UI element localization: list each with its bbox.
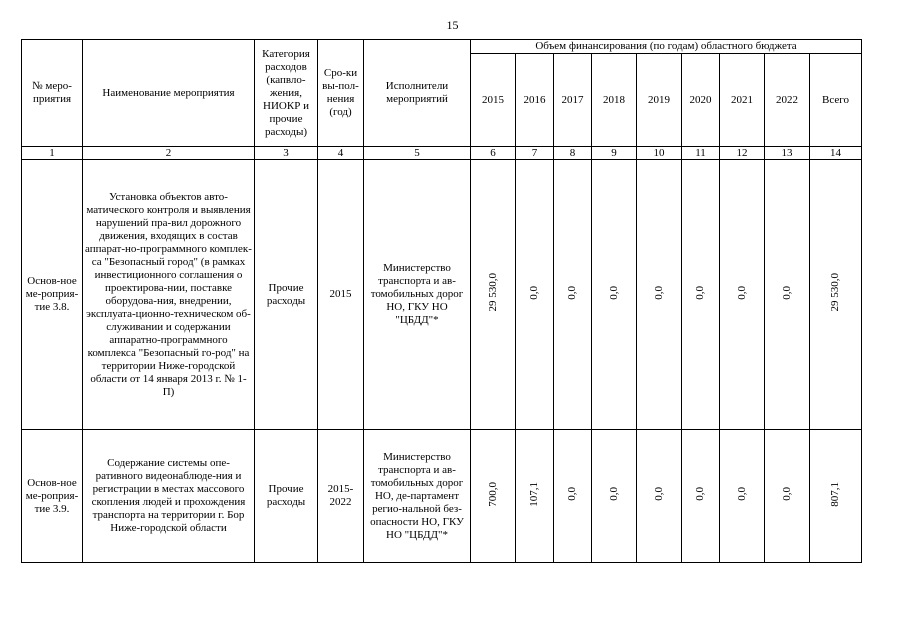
value-cell	[516, 430, 554, 563]
row-number: Основ-ное ме-роприя-тие 3.9.	[22, 430, 83, 563]
header-name: Наименование мероприятия	[83, 40, 255, 147]
value-cell	[810, 430, 862, 563]
column-number: 10	[637, 147, 682, 160]
column-number: 3	[255, 147, 318, 160]
value-2020: 0,0	[694, 487, 706, 501]
column-number: 14	[810, 147, 862, 160]
header-total: Всего	[810, 54, 862, 147]
header-year-2018: 2018	[592, 54, 637, 147]
row-category: Прочие расходы	[255, 430, 318, 563]
column-number: 9	[592, 147, 637, 160]
value-2019: 0,0	[652, 285, 665, 300]
value-2015: 29 530,0	[486, 273, 499, 312]
header-year-2019: 2019	[637, 54, 682, 147]
column-number: 11	[682, 147, 720, 160]
column-number-row	[22, 147, 862, 160]
value-2015: 700,0	[486, 481, 499, 507]
column-number: 13	[765, 147, 810, 160]
value-cell	[471, 430, 516, 563]
value-cell	[810, 160, 862, 430]
value-cell	[554, 160, 592, 430]
column-number: 1	[22, 147, 83, 160]
value-cell	[554, 430, 592, 563]
funding-table	[21, 39, 862, 563]
row-executors: Министерство транспорта и ав-томобильных дорог НО, де-партамент регио-нальной без-опасности НО, ГКУ НО "ЦБДД"*	[364, 430, 471, 563]
value-2020: 0,0	[694, 285, 706, 300]
value-cell	[516, 160, 554, 430]
header-year-2015: 2015	[471, 54, 516, 147]
header-number: № меро-приятия	[22, 40, 83, 147]
value-cell	[637, 430, 682, 563]
value-2022: 0,0	[780, 285, 793, 300]
value-cell	[471, 160, 516, 430]
column-number: 8	[554, 147, 592, 160]
row-number: Основ-ное ме-роприя-тие 3.8.	[22, 160, 83, 430]
row-terms: 2015-2022	[318, 430, 364, 563]
row-name: Установка объектов авто-матического контроля и выявления нарушений пра-вил дорожного движения, входящих в состав аппарат-но-программного комплек-са "Безопасный город" (в рамках инвестиционного соглашения о проектирова-нии, поставке оборудова-ния, внедрении, эксплуата-ционно-техническом об-служивании и содержании аппаратно-программного комплекса "Безопасный го-род" на территории Ниже-городской области от 14 января 2013 г. № 1-П)	[83, 160, 255, 430]
table-row	[22, 160, 862, 430]
header-year-2017: 2017	[554, 54, 592, 147]
value-cell	[720, 430, 765, 563]
value-cell	[592, 160, 637, 430]
row-category: Прочие расходы	[255, 160, 318, 430]
table-row	[22, 430, 862, 563]
value-cell	[637, 160, 682, 430]
header-executors: Исполнители мероприятий	[364, 40, 471, 147]
column-number: 4	[318, 147, 364, 160]
value-total: 29 530,0	[829, 273, 841, 312]
column-number: 2	[83, 147, 255, 160]
column-number: 6	[471, 147, 516, 160]
header-row-1	[22, 40, 862, 54]
value-2017: 0,0	[566, 285, 578, 300]
header-year-2016: 2016	[516, 54, 554, 147]
value-cell	[682, 160, 720, 430]
value-2019: 0,0	[652, 487, 665, 501]
column-number: 7	[516, 147, 554, 160]
value-2021: 0,0	[735, 487, 748, 501]
column-number: 12	[720, 147, 765, 160]
header-year-2022: 2022	[765, 54, 810, 147]
row-name: Содержание системы опе-ративного видеонаблюде-ния и регистрации в местах массового скопления людей и прохождения транспорта на территории г. Бор Ниже-городской области	[83, 430, 255, 563]
value-2016: 0,0	[528, 285, 540, 300]
row-executors: Министерство транспорта и ав-томобильных дорог НО, ГКУ НО "ЦБДД"*	[364, 160, 471, 430]
value-cell	[765, 160, 810, 430]
value-2022: 0,0	[780, 487, 793, 501]
header-funding-group: Объем финансирования (по годам) областного бюджета	[471, 40, 862, 54]
value-2017: 0,0	[566, 487, 578, 501]
header-year-2021: 2021	[720, 54, 765, 147]
value-cell	[682, 430, 720, 563]
value-cell	[720, 160, 765, 430]
row-terms: 2015	[318, 160, 364, 430]
value-total: 807,1	[829, 481, 841, 507]
column-number: 5	[364, 147, 471, 160]
value-2018: 0,0	[607, 285, 620, 300]
value-cell	[765, 430, 810, 563]
header-terms: Сро-ки вы-пол-нения (год)	[318, 40, 364, 147]
value-cell	[592, 430, 637, 563]
page-number: 15	[446, 18, 459, 32]
header-category: Категория расходов (капвло-жения, НИОКР и прочие расходы)	[255, 40, 318, 147]
value-2018: 0,0	[607, 487, 620, 501]
value-2016: 107,1	[528, 481, 540, 507]
value-2021: 0,0	[735, 285, 748, 300]
header-year-2020: 2020	[682, 54, 720, 147]
